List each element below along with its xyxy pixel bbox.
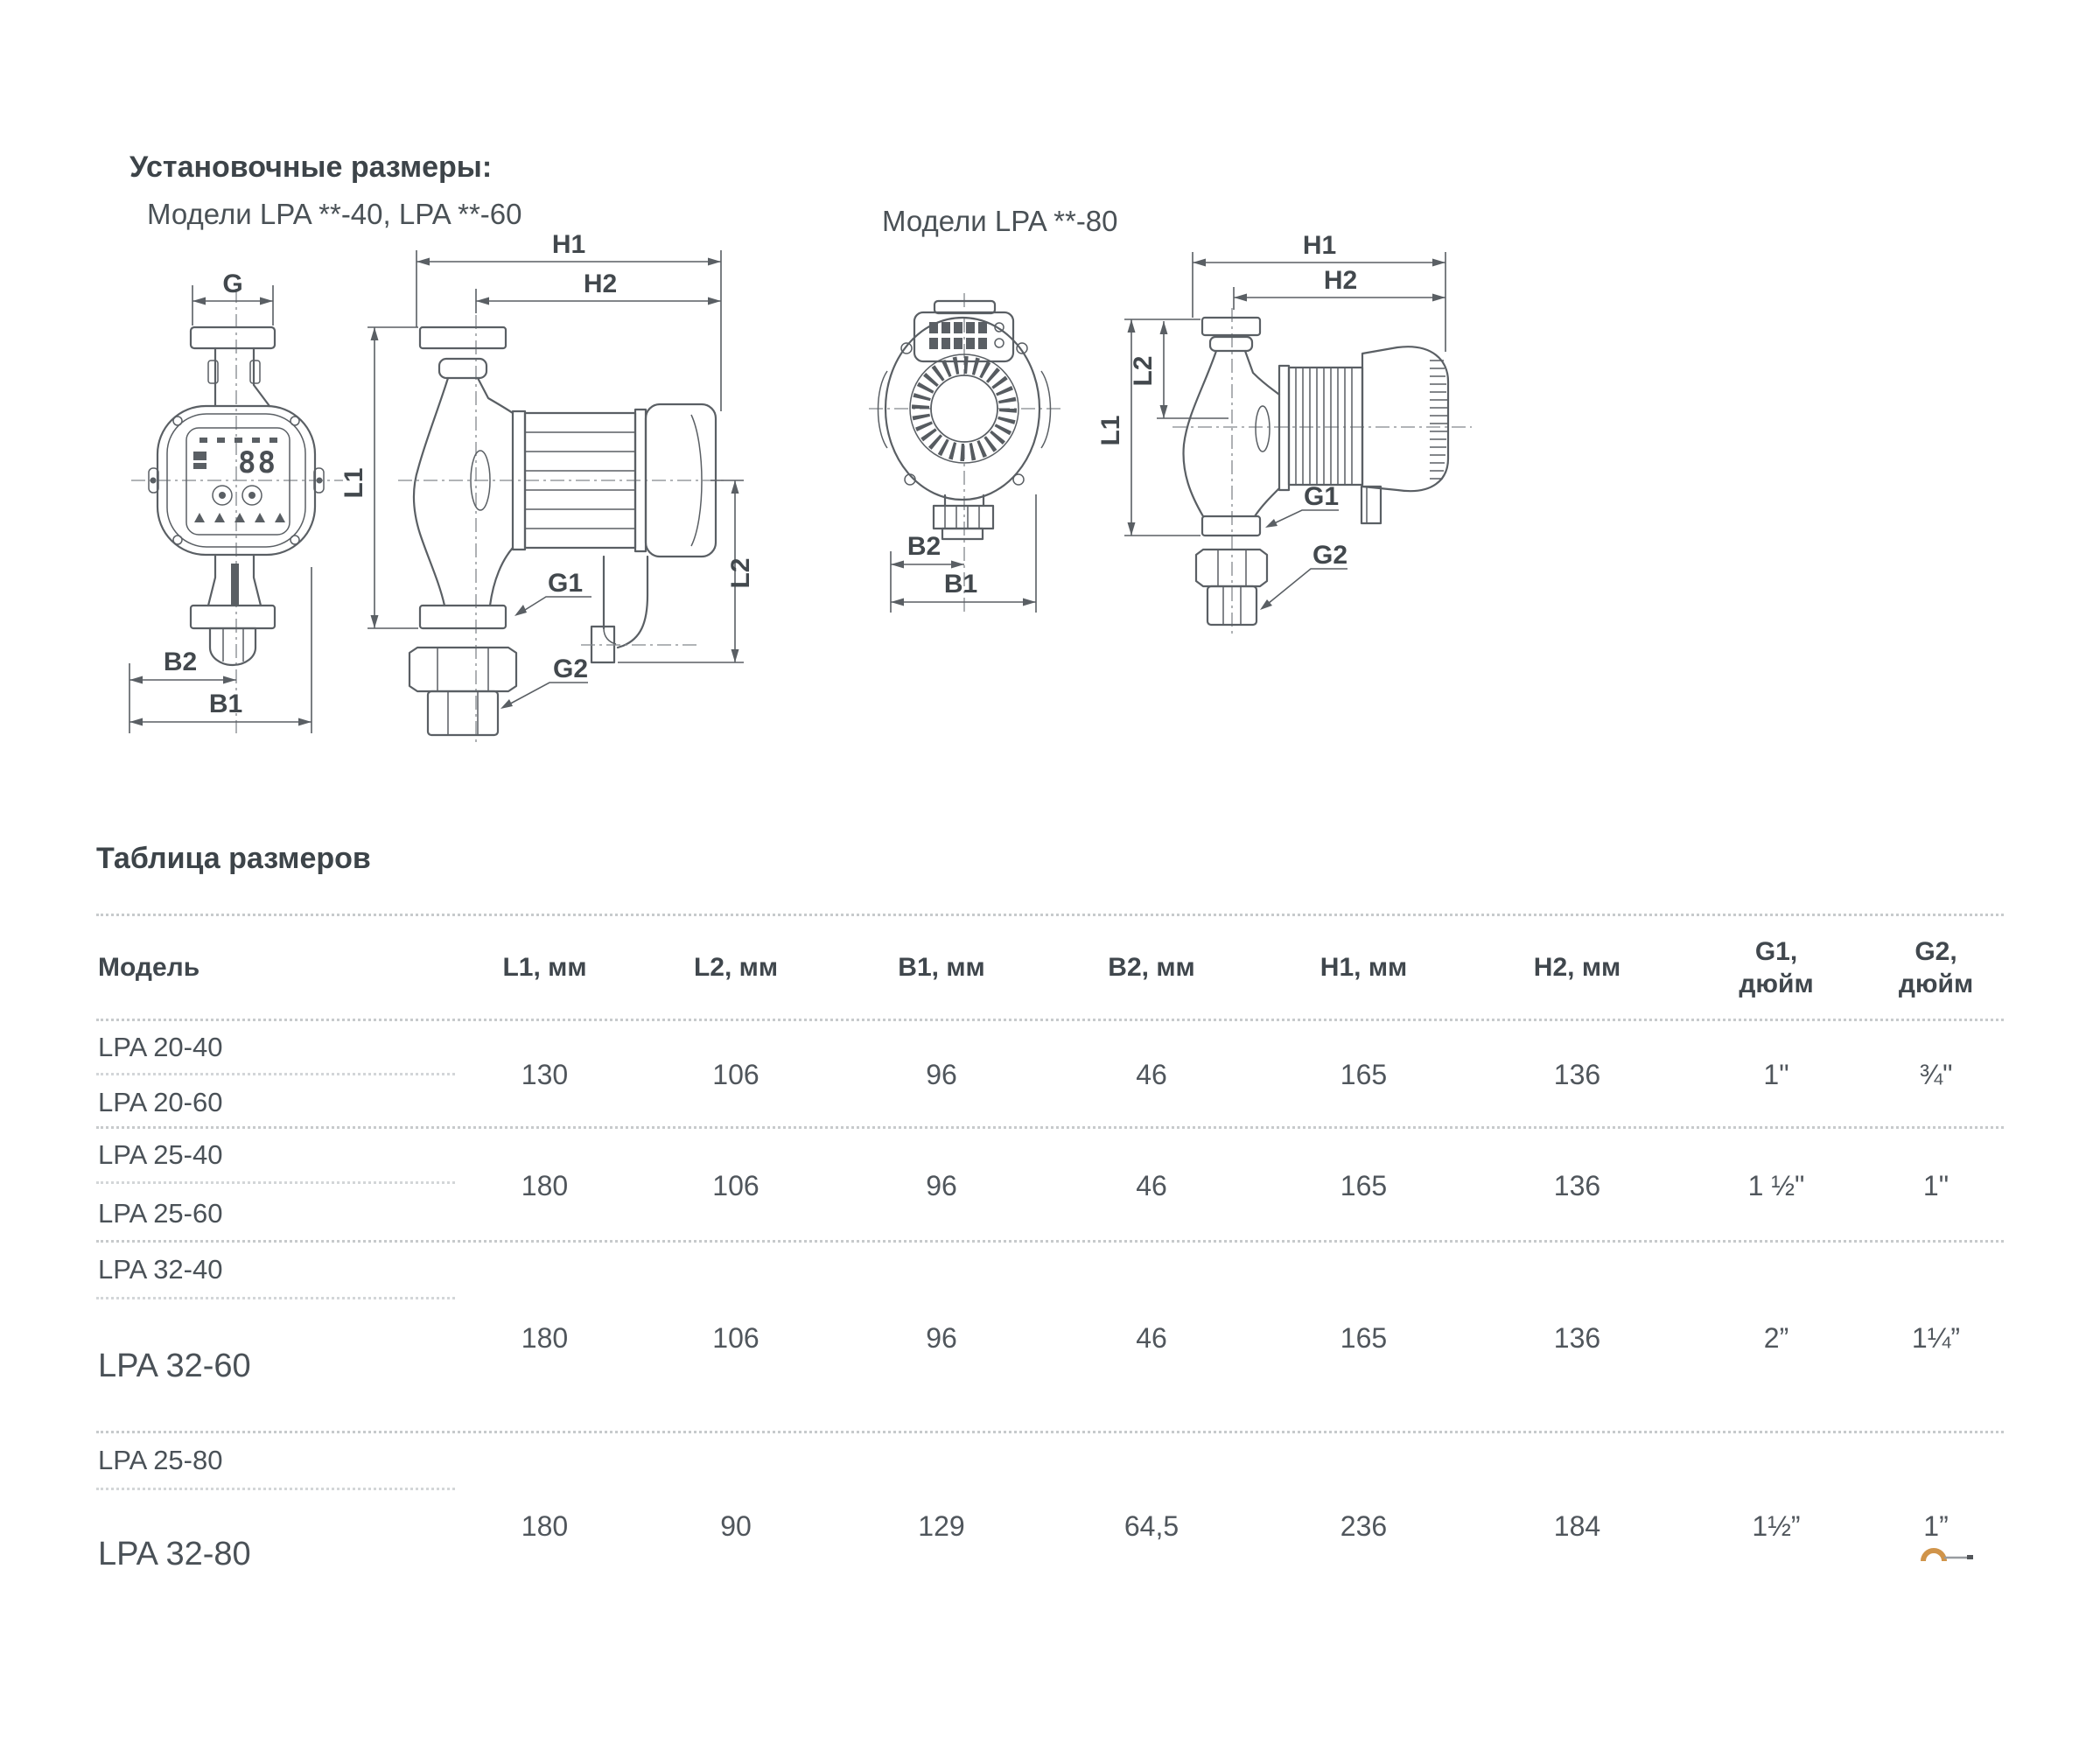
label-h1: H1 <box>551 230 586 259</box>
col-header-g1-line1: G1, <box>1754 936 1798 966</box>
model-name: LPA 25-40 <box>96 1129 455 1184</box>
label-b1: B1 <box>943 570 978 599</box>
pump-side-view-80 <box>1184 318 1448 625</box>
dim-b1 <box>130 567 312 733</box>
col-header-b1: B1, мм <box>898 952 985 982</box>
value-h2: 184 <box>1553 1510 1601 1542</box>
caption-lpa-80: Модели LPA **-80 <box>882 205 1118 237</box>
value-h1: 165 <box>1340 1169 1388 1201</box>
model-name: LPA 20-60 <box>98 1086 223 1117</box>
model-column <box>96 1433 455 1744</box>
label-g2: G2 <box>1312 541 1348 570</box>
value-g2: 1” <box>1923 1510 1949 1542</box>
col-header-h2: H2, мм <box>1533 952 1621 982</box>
display-digits: 88 <box>238 445 277 480</box>
col-header-g2 <box>1868 916 2004 1019</box>
col-header-g2-line2: дюйм <box>1898 969 1974 998</box>
dim-l1 <box>340 327 418 628</box>
value-g2: ¾" <box>1919 1059 1953 1090</box>
label-b2: B2 <box>163 648 198 676</box>
value-l2: 90 <box>720 1510 752 1542</box>
value-h2: 136 <box>1553 1169 1601 1201</box>
model-column <box>96 1021 455 1129</box>
dim-h1-80 <box>1193 231 1446 352</box>
table-group-lpa20 <box>96 1021 2004 1129</box>
dim-h2 <box>476 270 721 313</box>
dim-g1-80 <box>1265 482 1339 528</box>
label-l2: L2 <box>1129 355 1158 387</box>
table-group-lpa32 <box>96 1243 2004 1433</box>
value-b2: 46 <box>1136 1321 1167 1354</box>
model-name: LPA 32-60 <box>98 1348 251 1384</box>
label-b1: B1 <box>208 690 243 718</box>
dim-g <box>192 270 273 326</box>
value-h2: 136 <box>1553 1321 1601 1354</box>
value-b2: 46 <box>1136 1169 1167 1201</box>
table-group-lpa25 <box>96 1129 2004 1243</box>
label-g: G <box>222 270 243 298</box>
label-b2: B2 <box>906 532 942 561</box>
col-header-l1: L1, мм <box>502 952 587 982</box>
col-header-h1: H1, мм <box>1320 952 1408 982</box>
label-h2: H2 <box>1323 266 1358 295</box>
model-column <box>96 1243 455 1433</box>
model-name: LPA 32-80 <box>98 1536 251 1572</box>
dim-g2 <box>500 655 588 709</box>
value-h2: 136 <box>1553 1059 1601 1090</box>
value-b2: 46 <box>1136 1059 1167 1090</box>
col-header-model: Модель <box>98 952 200 982</box>
drawing-lpa-40-60 <box>105 230 770 858</box>
col-header-l2: L2, мм <box>693 952 779 982</box>
cropped-orange-graphic <box>1916 1540 1978 1563</box>
dim-h1 <box>416 230 721 411</box>
discharge-elbow <box>581 557 696 662</box>
table-group-lpa80 <box>96 1433 2004 1696</box>
value-g1: 2” <box>1763 1321 1789 1354</box>
value-l2: 106 <box>712 1059 760 1090</box>
label-l2: L2 <box>726 557 755 589</box>
dim-h2-80 <box>1234 266 1446 310</box>
value-b2: 64,5 <box>1124 1510 1180 1542</box>
value-b1: 96 <box>926 1321 957 1354</box>
value-l1: 180 <box>521 1321 569 1354</box>
col-header-g1 <box>1684 916 1868 1019</box>
value-g1: 1" <box>1763 1059 1789 1090</box>
label-h1: H1 <box>1302 231 1337 260</box>
value-h1: 165 <box>1340 1321 1388 1354</box>
value-g1: 1½” <box>1752 1510 1801 1542</box>
label-g1: G1 <box>1304 482 1340 511</box>
value-l1: 180 <box>521 1169 569 1201</box>
dim-g1 <box>514 569 592 616</box>
col-header-g2-line1: G2, <box>1914 936 1957 966</box>
model-name: LPA 25-80 <box>96 1433 455 1490</box>
dimensions-table <box>96 914 2004 1696</box>
col-header-b2: B2, мм <box>1108 952 1195 982</box>
value-h1: 236 <box>1340 1510 1388 1542</box>
page-title: Установочные размеры: <box>130 151 493 184</box>
dim-b2 <box>130 648 236 684</box>
value-l1: 180 <box>521 1510 569 1542</box>
model-name: LPA 32-40 <box>96 1243 455 1299</box>
terminal-grille <box>929 322 1004 349</box>
value-h1: 165 <box>1340 1059 1388 1090</box>
value-g2: 1" <box>1922 1169 1950 1201</box>
model-name: LPA 25-60 <box>98 1197 223 1229</box>
value-l1: 130 <box>521 1059 569 1090</box>
value-g2: 1¼” <box>1911 1321 1961 1354</box>
label-l1: L1 <box>1096 415 1125 446</box>
table-header-row <box>96 916 2004 1021</box>
model-column <box>96 1129 455 1243</box>
label-l1: L1 <box>340 467 368 499</box>
value-l2: 106 <box>712 1169 760 1201</box>
value-b1: 129 <box>918 1510 965 1542</box>
caption-lpa-40-60: Модели LPA **-40, LPA **-60 <box>147 198 522 230</box>
drawing-lpa-80 <box>840 231 1505 648</box>
dim-g2-80 <box>1260 541 1348 610</box>
label-h2: H2 <box>583 270 618 298</box>
label-g2: G2 <box>553 655 589 683</box>
value-l2: 106 <box>712 1321 760 1354</box>
table-title: Таблица размеров <box>96 842 371 875</box>
value-b1: 96 <box>926 1059 957 1090</box>
col-header-g1-line2: дюйм <box>1739 969 1814 998</box>
value-g1: 1 ½" <box>1747 1169 1805 1201</box>
value-b1: 96 <box>926 1169 957 1201</box>
model-name: LPA 20-40 <box>96 1021 455 1075</box>
pump-display <box>193 438 285 522</box>
label-g1: G1 <box>548 569 584 598</box>
